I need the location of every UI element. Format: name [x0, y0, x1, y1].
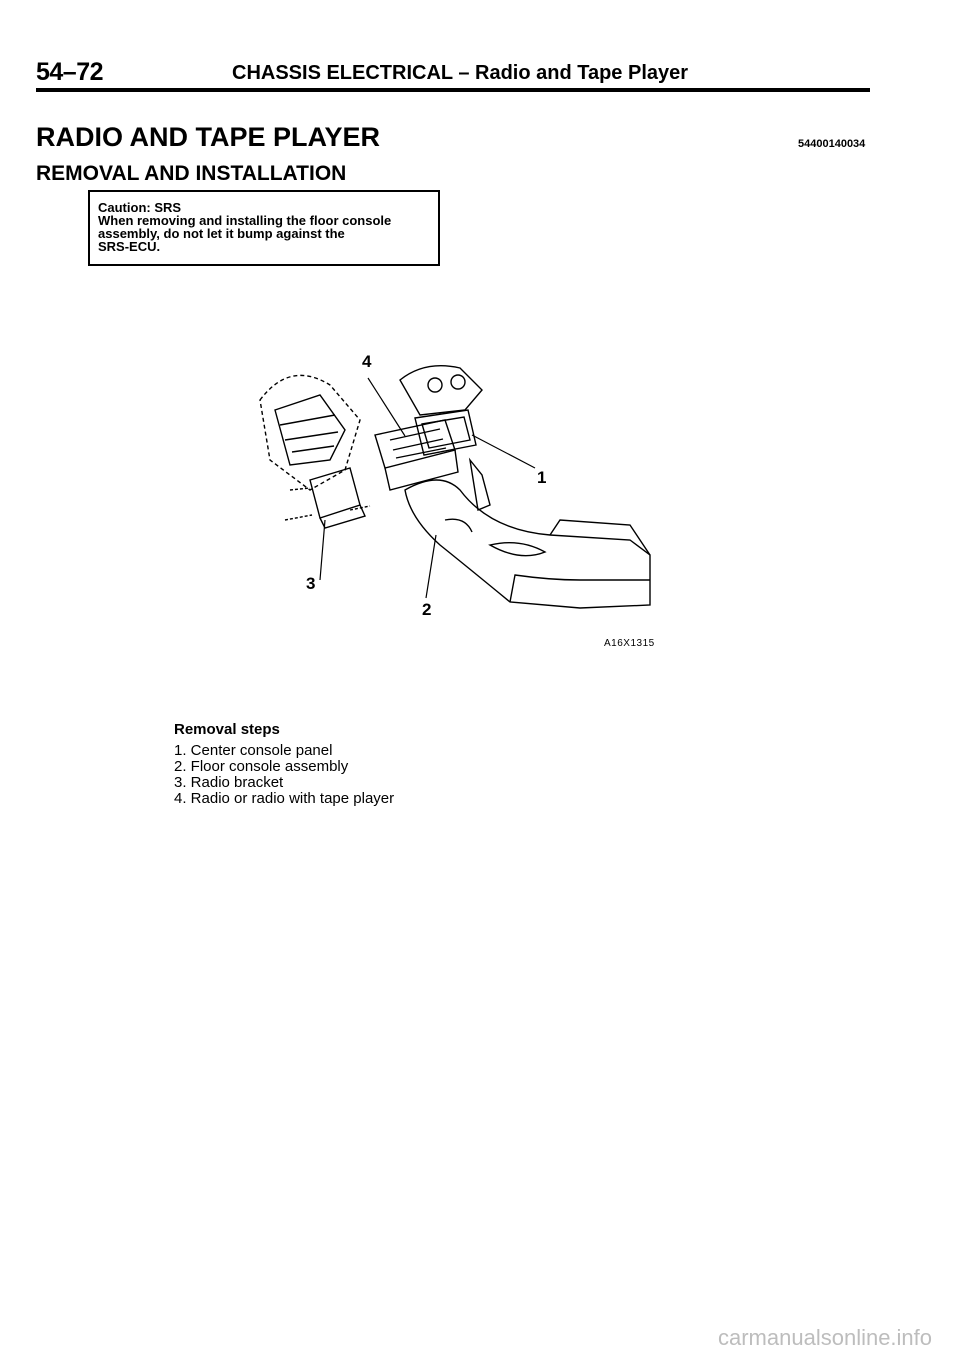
dashboard-vents — [275, 395, 345, 465]
page-header — [36, 58, 870, 88]
callout-floor-console-assembly: 2 — [422, 600, 432, 619]
document-code: 54400140034 — [798, 138, 866, 150]
callout-center-console-panel: 1 — [537, 468, 547, 487]
floor-console-assembly — [405, 480, 650, 608]
caution-line: SRS-ECU. — [98, 239, 161, 254]
caution-line: assembly, do not let it bump against the — [98, 226, 345, 241]
steps-heading: Removal steps — [174, 721, 280, 738]
center-console-panel — [400, 366, 482, 415]
removal-steps — [174, 722, 394, 807]
radio-unit — [375, 420, 455, 468]
step-item: 2. Floor console assembly — [174, 758, 349, 775]
page-title: RADIO AND TAPE PLAYER — [36, 122, 381, 152]
assembly-drawing — [250, 340, 690, 650]
section-title: CHASSIS ELECTRICAL – Radio and Tape Player — [232, 62, 689, 84]
watermark: carmanualsonline.info — [718, 1325, 933, 1350]
callout-radio-bracket: 3 — [306, 574, 316, 593]
caution-box — [88, 190, 440, 266]
dashboard-outline — [260, 375, 360, 490]
radio-removal-illustration — [250, 340, 690, 650]
caution-line: When removing and installing the floor console — [98, 213, 392, 228]
callout-radio: 4 — [362, 352, 372, 371]
header-rule — [36, 88, 870, 92]
step-item: 4. Radio or radio with tape player — [174, 790, 395, 807]
page-number: 54–72 — [36, 58, 104, 86]
procedure-subtitle: REMOVAL AND INSTALLATION — [36, 162, 347, 185]
step-item: 1. Center console panel — [174, 742, 333, 759]
caution-line: Caution: SRS — [98, 200, 182, 215]
step-item: 3. Radio bracket — [174, 774, 284, 791]
figure-code: A16X1315 — [604, 638, 655, 649]
